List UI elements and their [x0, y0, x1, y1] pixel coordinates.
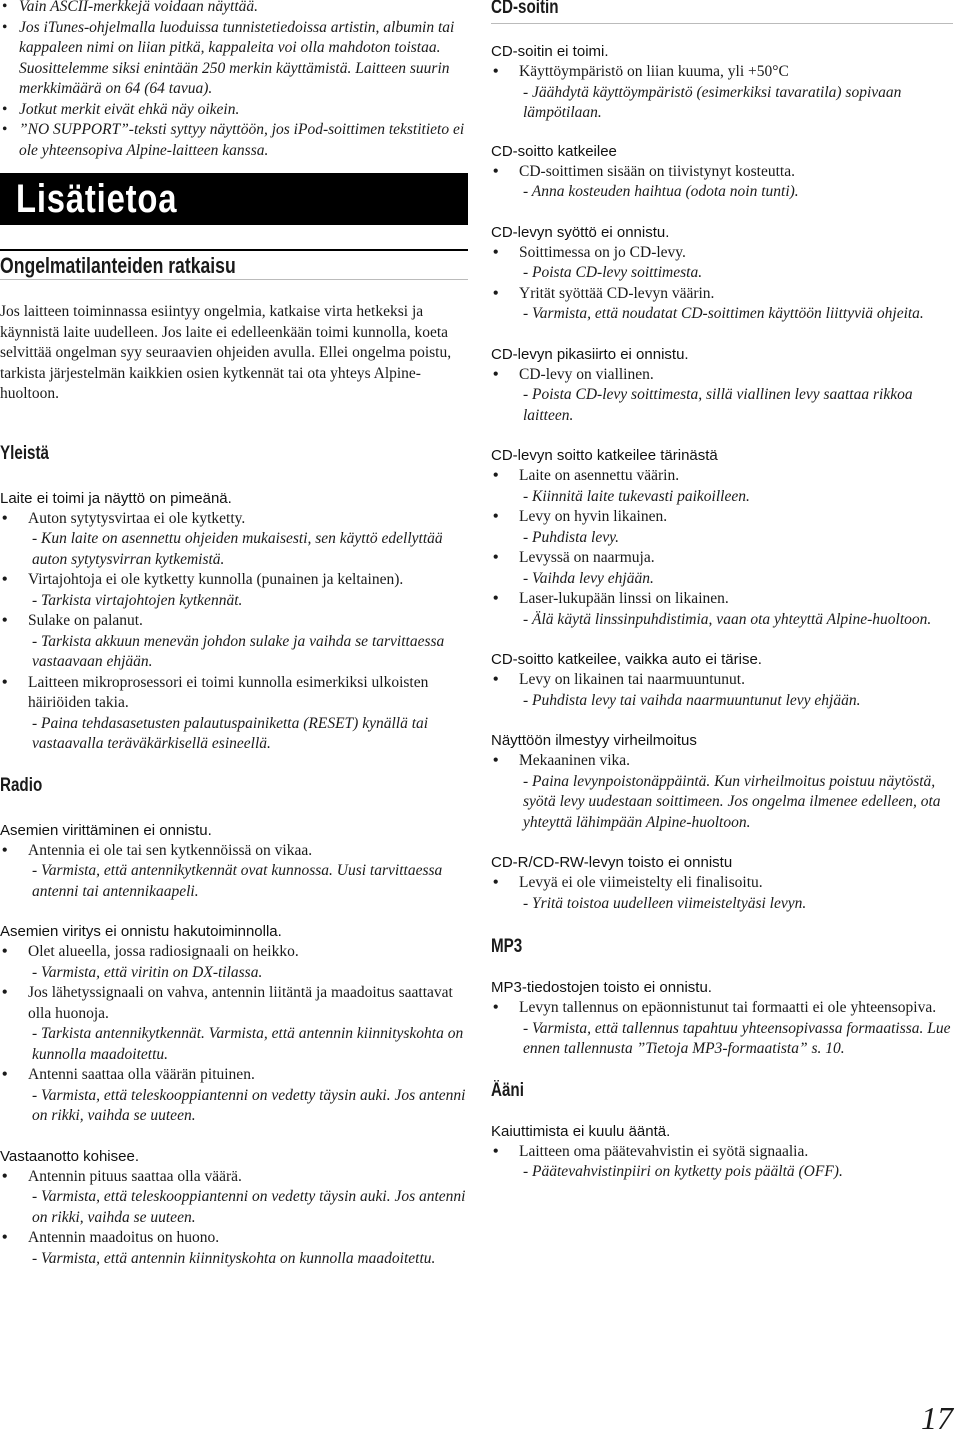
cause: • Levy on hyvin likainen.	[491, 507, 953, 528]
problem-title: CD-soitto katkeilee, vaikka auto ei tärise.	[491, 651, 762, 668]
list-item: • Jotkut merkit eivät ehkä näy oikein.	[19, 100, 468, 121]
remedy: - Kun laite on asennettu ohjeiden mukaisesti, sen käyttö edellyttää auton sytytysvirran kytkemistä.	[32, 530, 443, 568]
problem-title: CD-levyn syöttö ei onnistu.	[491, 223, 670, 241]
page-number: 17	[921, 1400, 953, 1436]
section-radio	[0, 775, 468, 1270]
problem-title: CD-levyn soitto katkeilee tärinästä	[491, 447, 718, 464]
section-header	[0, 249, 468, 280]
cause: • Mekaaninen vika.	[491, 751, 953, 772]
cause: • Olet alueella, jossa radiosignaali on heikko.	[0, 942, 468, 963]
cause: • Jos lähetyssignaali on vahva, antennin liitäntä ja maadoitus saattavat olla huonoja.	[0, 983, 468, 1024]
cause: • Antennia ei ole tai sen kytkennöissä on vikaa.	[0, 841, 468, 862]
cause: • CD-levy on viallinen.	[491, 365, 953, 386]
chapter-banner	[0, 173, 468, 225]
cause: • Levyn tallennus on epäonnistunut tai formaatti ei ole yhteensopiva.	[491, 998, 953, 1019]
remedy: - Päätevahvistinpiiri on kytketty pois päältä (OFF).	[523, 1163, 843, 1180]
cause: • Levyä ei ole viimeistelty eli finalisoitu.	[491, 873, 953, 894]
subsection-title: MP3	[491, 936, 523, 957]
section-general	[0, 443, 468, 755]
remedy: - Poista CD-levy soittimesta.	[523, 264, 703, 281]
cause: • Auton sytytysvirtaa ei ole kytketty.	[0, 509, 468, 530]
list-item: • Vain ASCII-merkkejä voidaan näyttää.	[19, 0, 468, 18]
remedy: - Kiinnitä laite tukevasti paikoilleen.	[523, 487, 750, 505]
chapter-title: Lisätietoa	[16, 177, 178, 221]
remedy: - Tarkista antennikytkennät. Varmista, että antennin kiinnityskohta on kunnolla maadoitettu.	[32, 1025, 464, 1063]
intro-paragraph: Jos laitteen toiminnassa esiintyy ongelmia, katkaise virta hetkeksi ja käynnistä laite uudelleen. Jos laite ei edelleenkään toimi kunnolla, koeta selvittää ongelman syy seuraavien ohjeiden avulla. Ellei ongelma poistu, tarkista järjestelmän kaikkien osien kytkennät tai ota yhteys Alpine-huoltoon.	[0, 303, 452, 402]
remedy: - Paina levynpoistonäppäintä. Kun virheilmoitus poistuu näytöstä, syötä levy uudestaan soittimeen. Jos ongelma ilmenee edelleen, ota yhteyttä lähimpään Alpine-huoltoon.	[523, 772, 941, 831]
cause: • Antennin pituus saattaa olla väärä.	[0, 1167, 468, 1188]
remedy: - Varmista, että antennikytkennät ovat kunnossa. Uusi tarvittaessa antenni tai antennikaapeli.	[32, 862, 443, 900]
subsection-title: Yleistä	[0, 442, 50, 464]
cause: • Laite on asennettu väärin.	[491, 466, 953, 487]
remedy: - Vaihda levy ehjään.	[523, 569, 654, 587]
problem-title: CD-soitin ei toimi.	[491, 43, 609, 60]
remedy: - Varmista, että noudatat CD-soittimen käyttöön liittyviä ohjeita.	[523, 305, 924, 322]
cause: • Laitteen mikroprosessori ei toimi kunnolla esimerkiksi ulkoisten häiriöiden takia.	[0, 673, 468, 714]
remedy: - Älä käytä linssinpuhdistimia, vaan ota yhteyttä Alpine-huoltoon.	[523, 610, 932, 628]
problem-title: Vastaanotto kohisee.	[0, 1147, 139, 1165]
remedy: - Varmista, että teleskooppiantenni on vedetty täysin auki. Jos antenni on rikki, vaihda se uuteen.	[32, 1086, 466, 1124]
right-column	[491, 0, 953, 1183]
section-sound	[491, 1080, 953, 1183]
list-item: • ”NO SUPPORT”-teksti syttyy näyttöön, jos iPod-soittimen tekstitieto ei ole yhteensopiva Alpine-laitteen kanssa.	[19, 120, 468, 161]
remedy: - Anna kosteuden haihtua (odota noin tunti).	[523, 183, 799, 200]
remedy: - Poista CD-levy soittimesta, sillä viallinen levy saattaa rikkoa laitteen.	[523, 386, 913, 424]
divider	[491, 23, 953, 24]
problem-title: MP3-tiedostojen toisto ei onnistu.	[491, 979, 712, 996]
remedy: - Varmista, että viritin on DX-tilassa.	[32, 963, 263, 981]
subsection-title: Radio	[0, 774, 43, 796]
problem-title: Asemien virittäminen ei onnistu.	[0, 821, 212, 839]
cause: • Virtajohtoja ei ole kytketty kunnolla (punainen ja keltainen).	[0, 570, 468, 591]
cause: • Levy on likainen tai naarmuuntunut.	[491, 670, 953, 691]
problem-title: CD-soitto katkeilee	[491, 142, 617, 160]
section-title: Ongelmatilanteiden ratkaisu	[0, 253, 236, 278]
cause: • Laser-lukupään linssi on likainen.	[491, 589, 953, 610]
remedy: - Yritä toistoa uudelleen viimeisteltyäsi levyn.	[523, 894, 807, 912]
problem-title: Laite ei toimi ja näyttö on pimeänä.	[0, 489, 232, 507]
problem-title: CD-R/CD-RW-levyn toisto ei onnistu	[491, 854, 733, 871]
remedy: - Tarkista virtajohtojen kytkennät.	[32, 591, 243, 609]
list-item: • Jos iTunes-ohjelmalla luoduissa tunnistetiedoissa artistin, albumin tai kappaleen nimi on liian pitkä, kappaleita voi olla mahdoton toistaa. Suosittelemme siksi enintään 250 merkin käyttämistä. Laitteen suurin merkkimäärä on 64 (64 tavua).	[19, 18, 468, 100]
remedy: - Paina tehdasasetusten palautuspainiketta (RESET) kynällä tai vastaavalla teräväkärkisellä esineellä.	[32, 714, 429, 752]
subsection-title: Ääni	[491, 1079, 524, 1101]
remedy: - Puhdista levy.	[523, 528, 619, 546]
remedy: - Varmista, että tallennus tapahtuu yhteensopivassa formaatissa. Lue ennen tallennusta ”Tietoja MP3-formaatista” s. 10.	[523, 1019, 951, 1057]
cause: • Yrität syöttää CD-levyn väärin.	[491, 284, 953, 305]
cause: • Antenni saattaa olla väärän pituinen.	[0, 1065, 468, 1086]
cause: • Soittimessa on jo CD-levy.	[491, 243, 953, 264]
left-column	[0, 0, 468, 1269]
cause: • Antennin maadoitus on huono.	[0, 1228, 468, 1249]
remedy: - Tarkista akkuun menevän johdon sulake ja vaihda se tarvittaessa vastaavaan ehjään.	[32, 632, 445, 670]
subsection-title: CD-soitin	[491, 0, 559, 18]
problem-title: Näyttöön ilmestyy virheilmoitus	[491, 732, 697, 749]
cause: • Laitteen oma päätevahvistin ei syötä signaalia.	[491, 1142, 953, 1163]
display-notes-list	[0, 0, 468, 161]
cause: • Levyssä on naarmuja.	[491, 548, 953, 569]
remedy: - Jäähdytä käyttöympäristö (esimerkiksi tavaratila) sopivaan lämpötilaan.	[523, 83, 902, 121]
problem-title: CD-levyn pikasiirto ei onnistu.	[491, 345, 689, 363]
problem-title: Kaiuttimista ei kuulu ääntä.	[491, 1122, 671, 1140]
remedy: - Puhdista levy tai vaihda naarmuuntunut levy ehjään.	[523, 691, 861, 709]
section-mp3	[491, 936, 953, 1060]
problem-title: Asemien viritys ei onnistu hakutoiminnolla.	[0, 923, 282, 940]
remedy: - Varmista, että teleskooppiantenni on vedetty täysin auki. Jos antenni on rikki, vaihda se uuteen.	[32, 1188, 466, 1226]
cause: • Käyttöympäristö on liian kuuma, yli +50°C	[491, 62, 953, 83]
cause: • CD-soittimen sisään on tiivistynyt kosteutta.	[491, 162, 953, 183]
remedy: - Varmista, että antennin kiinnityskohta on kunnolla maadoitettu.	[32, 1249, 436, 1267]
cause: • Sulake on palanut.	[0, 611, 468, 632]
